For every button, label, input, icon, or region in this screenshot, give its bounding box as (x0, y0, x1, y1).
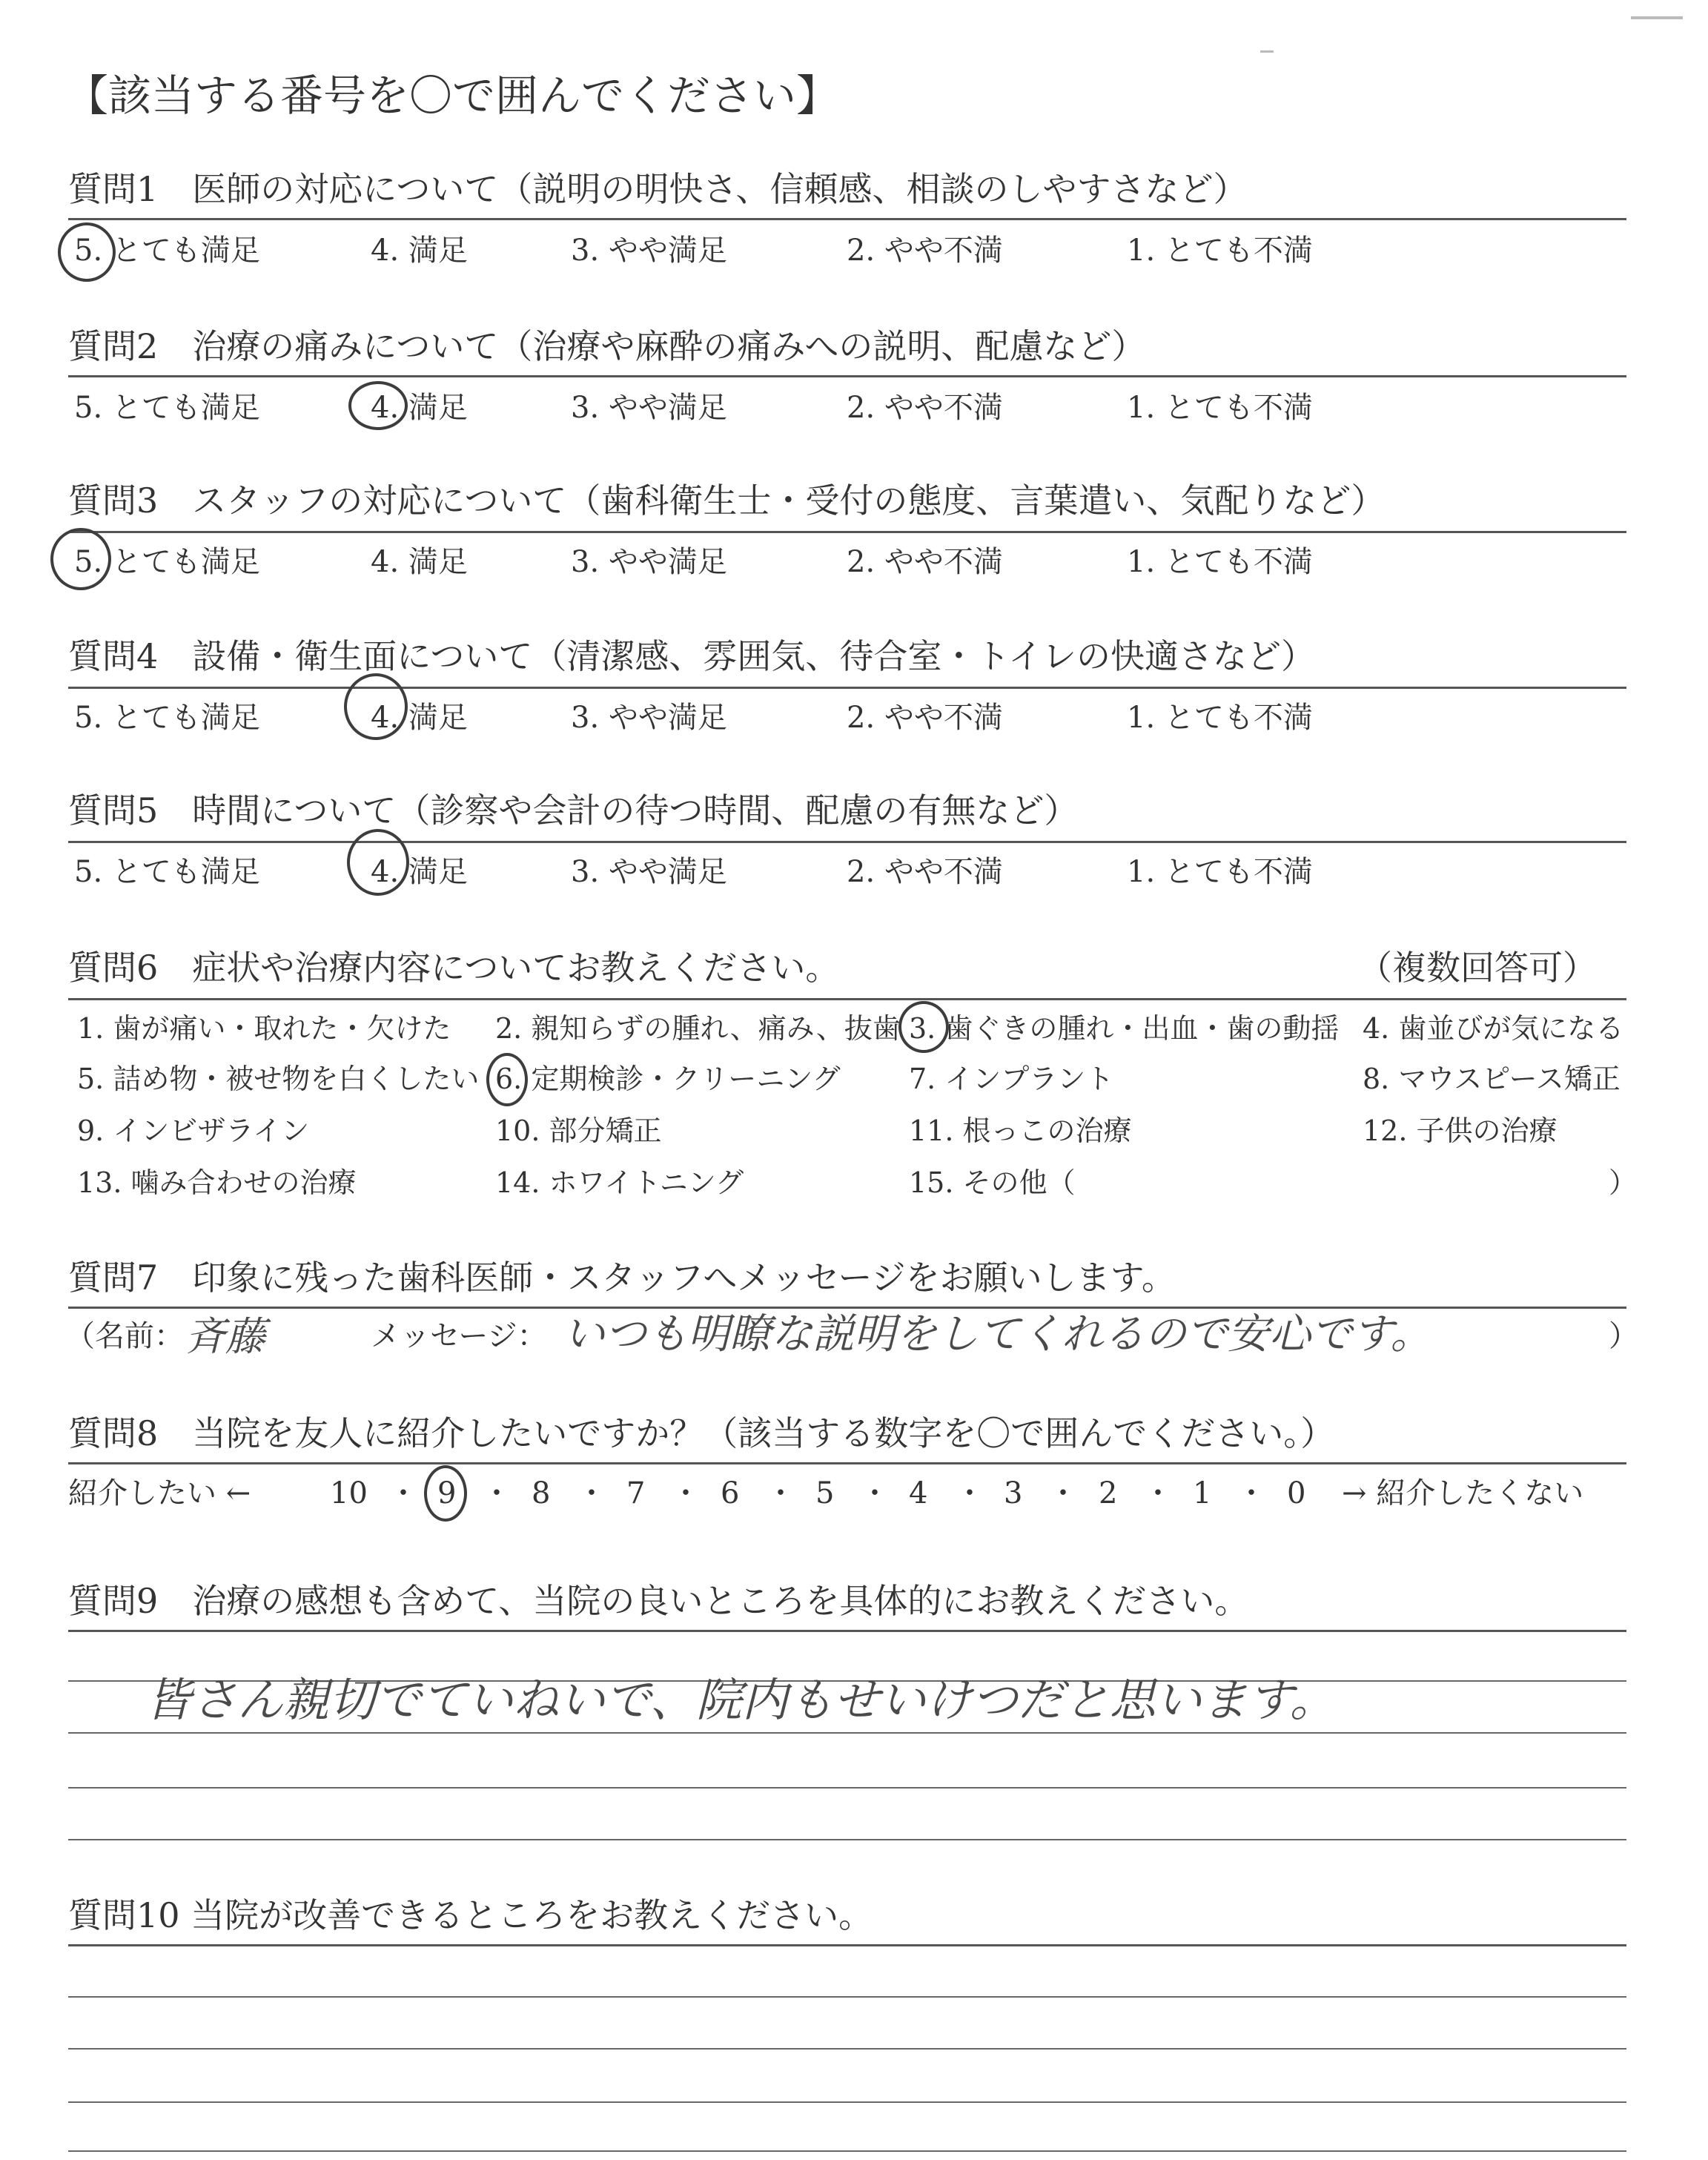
q7-message-handwritten[interactable]: いつも明瞭な説明をしてくれるので安心です。 (563, 1310, 1432, 1358)
question-10-text: 質問10 当院が改善できるところをお教えください。 (68, 1895, 873, 1935)
q8-sep: ・ (955, 1476, 984, 1510)
question-3-rule (68, 531, 1626, 533)
q8-scale-9[interactable]: 9 (437, 1476, 457, 1510)
q8-sep: ・ (1048, 1476, 1078, 1510)
symptom-6-selection-circle (486, 1053, 528, 1106)
q8-right-label: → 紹介したくない (1342, 1476, 1584, 1510)
question-8-rule (68, 1462, 1626, 1464)
q2-option-3[interactable]: 3. やや満足 (571, 391, 727, 425)
question-2-rule (68, 375, 1626, 377)
symptom-item-11[interactable]: 11. 根っこの治療 (909, 1114, 1132, 1147)
q8-scale-3[interactable]: 3 (1004, 1476, 1023, 1510)
symptom-item-8[interactable]: 8. マウスピース矯正 (1363, 1063, 1621, 1095)
question-2-text: 質問2 治療の痛みについて（治療や麻酔の痛みへの説明、配慮など） (68, 326, 1146, 366)
q4-option-5[interactable]: 5. とても満足 (74, 701, 260, 735)
q8-scale-1[interactable]: 1 (1193, 1476, 1212, 1510)
q9-answer-line (68, 1787, 1626, 1789)
question-7-rule (68, 1307, 1626, 1309)
q4-selection-circle (344, 673, 408, 740)
q1-option-2[interactable]: 2. やや不満 (847, 234, 1003, 268)
q5-option-4[interactable]: 4. 満足 (371, 855, 468, 889)
q3-option-5[interactable]: 5. とても満足 (74, 545, 260, 579)
q7-message-label: メッセージ： (371, 1319, 547, 1353)
symptom-item-15-close: ） (1609, 1166, 1638, 1199)
q4-option-4[interactable]: 4. 満足 (371, 701, 468, 735)
q8-scale-7[interactable]: 7 (626, 1476, 646, 1510)
question-6-note: （複数回答可） (1358, 948, 1597, 988)
question-1-text: 質問1 医師の対応について（説明の明快さ、信頼感、相談のしやすさなど） (68, 169, 1248, 209)
symptom-item-15[interactable]: 15. その他（ (909, 1166, 1076, 1199)
page-title: 【該当する番号を〇で囲んでください】 (65, 70, 840, 121)
q2-option-5[interactable]: 5. とても満足 (74, 391, 260, 425)
q8-selection-circle (424, 1465, 467, 1522)
symptom-item-3[interactable]: 3. 歯ぐきの腫れ・出血・歯の動揺 (909, 1012, 1340, 1045)
q8-sep: ・ (766, 1476, 795, 1510)
question-9-text: 質問9 治療の感想も含めて、当院の良いところを具体的にお教えください。 (68, 1581, 1249, 1621)
q1-option-3[interactable]: 3. やや満足 (571, 234, 727, 268)
symptom-item-14[interactable]: 14. ホワイトニング (495, 1166, 744, 1199)
question-4-text: 質問4 設備・衛生面について（清潔感、雰囲気、待合室・トイレの快適さなど） (68, 636, 1316, 676)
q7-close-paren: ） (1609, 1319, 1638, 1353)
q7-name-handwritten[interactable]: 斉藤 (185, 1313, 265, 1360)
q4-option-3[interactable]: 3. やや満足 (571, 701, 727, 735)
q2-option-4[interactable]: 4. 満足 (371, 391, 468, 425)
symptom-item-5[interactable]: 5. 詰め物・被せ物を白くしたい (77, 1063, 480, 1095)
q5-option-5[interactable]: 5. とても満足 (74, 855, 260, 889)
question-7-text: 質問7 印象に残った歯科医師・スタッフへメッセージをお願いします。 (68, 1258, 1176, 1298)
q8-sep: ・ (577, 1476, 606, 1510)
q8-sep: ・ (860, 1476, 890, 1510)
q1-selection-circle (58, 222, 116, 282)
question-8-text: 質問8 当院を友人に紹介したいですか？（該当する数字を〇で囲んでください。） (68, 1413, 1335, 1453)
q1-option-1[interactable]: 1. とても不満 (1127, 234, 1313, 268)
q8-scale-0[interactable]: 0 (1287, 1476, 1306, 1510)
q8-scale-4[interactable]: 4 (909, 1476, 928, 1510)
q8-scale-2[interactable]: 2 (1099, 1476, 1118, 1510)
symptom-item-7[interactable]: 7. インプラント (909, 1063, 1114, 1095)
q10-answer-line (68, 1996, 1626, 1998)
q8-sep: ・ (482, 1476, 512, 1510)
q1-option-5[interactable]: 5. とても満足 (74, 234, 260, 268)
symptom-item-6[interactable]: 6. 定期検診・クリーニング (495, 1063, 841, 1095)
symptom-item-4[interactable]: 4. 歯並びが気になる (1363, 1012, 1624, 1045)
q10-answer-line (68, 2048, 1626, 2050)
question-1-rule (68, 218, 1626, 220)
question-9-rule (68, 1630, 1626, 1632)
question-5-text: 質問5 時間について（診察や会計の待つ時間、配慮の有無など） (68, 790, 1079, 830)
q1-option-4[interactable]: 4. 満足 (371, 234, 468, 268)
q7-name-label: （名前： (65, 1319, 184, 1353)
q2-option-2[interactable]: 2. やや不満 (847, 391, 1003, 425)
q3-option-2[interactable]: 2. やや不満 (847, 545, 1003, 579)
q8-scale-6[interactable]: 6 (721, 1476, 740, 1510)
symptom-item-2[interactable]: 2. 親知らずの腫れ、痛み、抜歯 (495, 1012, 901, 1045)
q4-option-2[interactable]: 2. やや不満 (847, 701, 1003, 735)
q5-option-1[interactable]: 1. とても不満 (1127, 855, 1313, 889)
q8-sep: ・ (388, 1476, 418, 1510)
question-6-rule (68, 998, 1626, 1000)
question-4-rule (68, 687, 1626, 689)
question-3-text: 質問3 スタッフの対応について（歯科衛生士・受付の態度、言葉遣い、気配りなど） (68, 480, 1386, 521)
q8-sep: ・ (671, 1476, 701, 1510)
q8-left-label: 紹介したい ← (68, 1476, 251, 1510)
q9-answer-handwritten[interactable]: 皆さん親切でていねいで、院内もせいけつだと思います。 (145, 1673, 1336, 1727)
symptom-3-selection-circle (898, 1001, 949, 1053)
q8-scale-10[interactable]: 10 (330, 1476, 368, 1510)
q8-sep: ・ (1143, 1476, 1173, 1510)
symptom-item-1[interactable]: 1. 歯が痛い・取れた・欠けた (77, 1012, 451, 1045)
q8-scale-5[interactable]: 5 (815, 1476, 835, 1510)
question-10-rule (68, 1944, 1626, 1946)
symptom-item-10[interactable]: 10. 部分矯正 (495, 1114, 662, 1147)
q10-answer-line (68, 2101, 1626, 2103)
q8-scale-8[interactable]: 8 (532, 1476, 551, 1510)
q5-option-2[interactable]: 2. やや不満 (847, 855, 1003, 889)
q5-selection-circle (347, 829, 409, 896)
q9-answer-line (68, 1839, 1626, 1840)
q9-answer-line (68, 1732, 1626, 1734)
q3-selection-circle (50, 528, 111, 590)
q2-selection-circle (348, 381, 408, 430)
symptom-item-12[interactable]: 12. 子供の治療 (1363, 1114, 1558, 1147)
q4-option-1[interactable]: 1. とても不満 (1127, 701, 1313, 735)
symptom-item-13[interactable]: 13. 噛み合わせの治療 (77, 1166, 357, 1199)
q3-option-1[interactable]: 1. とても不満 (1127, 545, 1313, 579)
q5-option-3[interactable]: 3. やや満足 (571, 855, 727, 889)
scan-mark-top-right (1631, 16, 1683, 19)
q3-option-4[interactable]: 4. 満足 (371, 545, 468, 579)
q8-sep: ・ (1237, 1476, 1266, 1510)
question-5-rule (68, 841, 1626, 843)
symptom-item-9[interactable]: 9. インビザライン (77, 1114, 310, 1147)
q3-option-3[interactable]: 3. やや満足 (571, 545, 727, 579)
q2-option-1[interactable]: 1. とても不満 (1127, 391, 1313, 425)
question-6-text: 質問6 症状や治療内容についてお教えください。 (68, 948, 840, 988)
scan-mark-top (1260, 50, 1274, 53)
q10-answer-line (68, 2150, 1626, 2152)
